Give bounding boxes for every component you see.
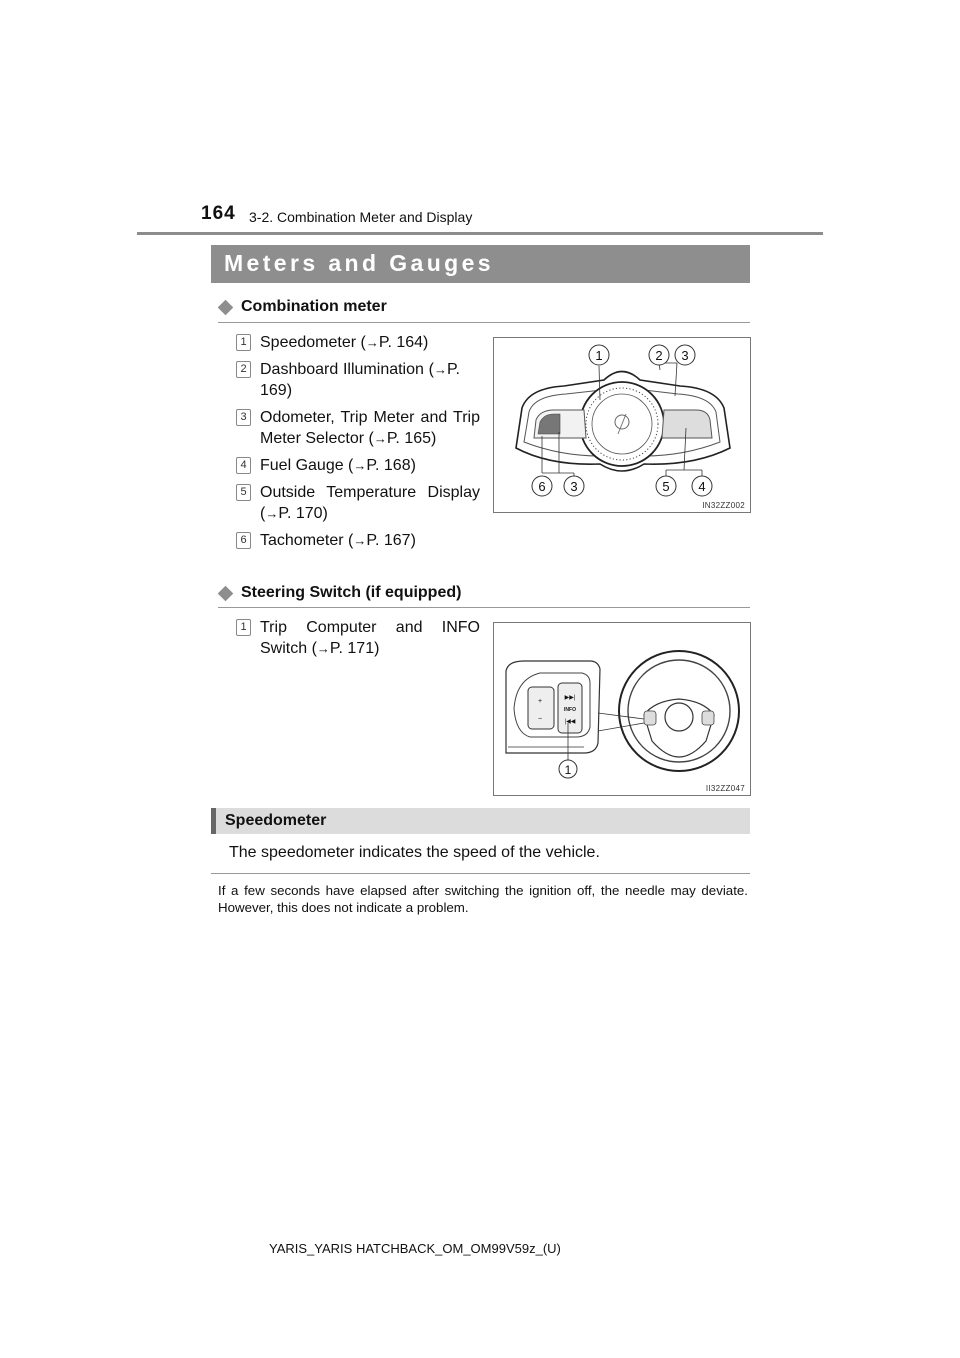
arrow-right-icon: → [353, 458, 367, 473]
page-reference-link[interactable]: P. 169) [260, 361, 460, 399]
page-reference-link[interactable]: P. 164) [378, 334, 429, 351]
page-title-bar [211, 245, 750, 283]
callout-number: 3 [236, 409, 251, 426]
steering-switch-heading-text: Steering Switch (if equipped) [241, 584, 462, 601]
callout-number: 1 [236, 334, 251, 351]
combination-meter-rule [218, 322, 750, 323]
item-text: Speedometer ( [260, 334, 366, 351]
meter-callout-label: 1 [595, 348, 603, 363]
meter-callout-label: 3 [681, 348, 689, 363]
meter-callout-label: 6 [538, 479, 546, 494]
item-text: Fuel Gauge ( [260, 457, 354, 474]
arrow-right-icon: → [265, 506, 279, 521]
figure-code: IN32ZZ002 [702, 501, 745, 510]
speedometer-heading-bar [211, 808, 750, 834]
steering-switch-heading [218, 584, 461, 602]
footer-manual-code: YARIS_YARIS HATCHBACK_OM_OM99V59z_(U) [269, 1241, 561, 1256]
combination-meter-illustration [494, 338, 750, 512]
item-text: Outside Temperature Display ( [260, 484, 480, 522]
list-item [236, 530, 480, 551]
list-item [236, 617, 480, 659]
combination-meter-heading-text: Combination meter [241, 298, 387, 315]
meter-callout-label: 2 [655, 348, 663, 363]
steering-switch-list [236, 617, 480, 665]
list-item [236, 455, 480, 476]
callout-number: 1 [236, 619, 251, 636]
page-reference-link[interactable]: P. 165) [386, 430, 437, 447]
page-reference-link[interactable]: P. 171) [329, 640, 380, 657]
item-text: Trip Computer and INFO Switch ( [260, 619, 480, 657]
meter-callout-label: 4 [698, 479, 706, 494]
header-rule [137, 232, 823, 235]
page-reference-link[interactable]: P. 170) [278, 505, 328, 522]
speedometer-heading: Speedometer [225, 812, 327, 829]
combination-meter-figure [493, 337, 751, 513]
arrow-right-icon: → [316, 641, 330, 656]
speedometer-note: If a few seconds have elapsed after switching the ignition off, the needle may deviate. However, this does not indicate a problem. [218, 883, 748, 915]
page-title: Meters and Gauges [224, 250, 494, 276]
speedometer-description: The speedometer indicates the speed of the vehicle. [229, 844, 600, 861]
steering-switch-rule [218, 607, 750, 608]
list-item [236, 407, 480, 449]
callout-number: 4 [236, 457, 251, 474]
steering-switch-figure [493, 622, 751, 796]
switch-callout-label: 1 [564, 763, 572, 777]
figure-code: II32ZZ047 [705, 784, 745, 793]
meter-callout-label: 5 [662, 479, 670, 494]
callout-number: 5 [236, 484, 251, 501]
page-reference-link[interactable]: P. 168) [366, 457, 416, 474]
list-item [236, 332, 480, 353]
svg-text:▶▶|: ▶▶| [564, 695, 576, 701]
list-item [236, 359, 480, 401]
callout-number: 6 [236, 532, 251, 549]
page-number: 164 [201, 203, 236, 224]
steering-switch-illustration [494, 623, 750, 795]
svg-text:+: + [537, 698, 543, 705]
diamond-bullet-icon [218, 299, 234, 315]
list-item [236, 482, 480, 524]
arrow-right-icon: → [353, 533, 367, 548]
arrow-right-icon: → [373, 431, 387, 446]
item-text: Dashboard Illumination ( [260, 361, 434, 378]
item-text: Odometer, Trip Meter and Trip Meter Selector ( [260, 409, 480, 447]
note-rule [211, 873, 750, 874]
svg-text:|◀◀: |◀◀ [564, 719, 576, 725]
svg-text:−: − [537, 716, 543, 723]
combination-meter-heading [218, 298, 387, 316]
meter-callout-label: 3 [570, 479, 578, 494]
arrow-right-icon: → [433, 362, 447, 377]
page-reference-link[interactable]: P. 167) [366, 532, 416, 549]
item-text: Tachometer ( [260, 532, 354, 549]
info-button-label: INFO [564, 707, 576, 713]
arrow-right-icon: → [365, 335, 379, 350]
section-header: 3-2. Combination Meter and Display [249, 209, 473, 225]
callout-number: 2 [236, 361, 251, 378]
diamond-bullet-icon [218, 585, 234, 601]
combination-meter-list [236, 332, 480, 557]
